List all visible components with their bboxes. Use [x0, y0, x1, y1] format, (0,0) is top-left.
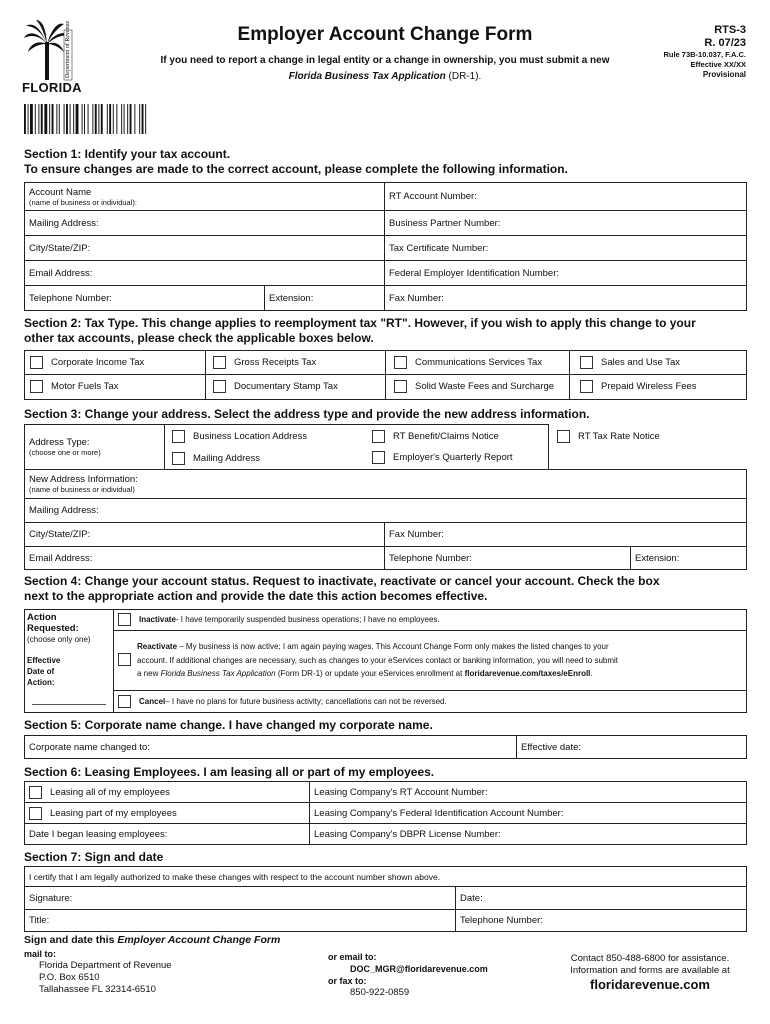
email-link[interactable]: DOC_MGR@floridarevenue.com [350, 964, 488, 974]
checkbox[interactable] [29, 807, 42, 820]
leasing-part-option[interactable]: Leasing part of my employees [24, 802, 310, 824]
section3-heading: Section 3: Change your address. Select the address type and provide the new address information. [24, 407, 590, 421]
subtitle: If you need to report a change in legal entity or a change in ownership, you must submit a new Florida Business Tax Application (DR-1). [160, 55, 610, 82]
checkbox[interactable] [372, 451, 385, 464]
checkbox[interactable] [118, 695, 131, 708]
checkbox[interactable] [580, 356, 593, 369]
leasing-rt-field[interactable]: Leasing Company's RT Account Number: [309, 781, 747, 803]
checkbox[interactable] [213, 356, 226, 369]
corp-name-field[interactable]: Corporate name changed to: [24, 735, 517, 759]
new-extension-field[interactable]: Extension: [630, 546, 747, 570]
checkbox[interactable] [394, 380, 407, 393]
signature-field[interactable]: Signature: [24, 886, 456, 910]
address-type-label: Address Type: (choose one or more) [24, 424, 165, 470]
cancel-option[interactable]: Cancel – I have no plans for future business activity; cancellations can not be reversed. [118, 695, 447, 708]
title-field[interactable]: Title: [24, 909, 456, 932]
svg-text:Department of Revenue: Department of Revenue [65, 20, 71, 78]
section1-heading: Section 1: Identify your tax account. To ensure changes are made to the correct account, please complete the following information. [24, 147, 568, 176]
account-name-field[interactable]: Account Name (name of business or individual): [24, 182, 385, 211]
certify-statement: I certify that I am legally authorized to make these changes with respect to the account number shown above. [24, 866, 747, 887]
checkbox[interactable] [30, 356, 43, 369]
sign-date-field[interactable]: Date: [455, 886, 747, 910]
section7-heading: Section 7: Sign and date [24, 850, 164, 864]
reactivate-checkbox[interactable] [118, 653, 131, 666]
section5-heading: Section 5: Corporate name change. I have changed my corporate name. [24, 718, 433, 732]
phone-field[interactable]: Telephone Number: [24, 285, 265, 311]
new-city-field[interactable]: City/State/ZIP: [24, 522, 385, 547]
mailing-address-field[interactable]: Mailing Address: [24, 210, 385, 236]
tax-option-corporate[interactable]: Corporate Income Tax [30, 356, 144, 369]
leasing-all-option[interactable]: Leasing all of my employees [24, 781, 310, 803]
new-email-field[interactable]: Email Address: [24, 546, 385, 570]
section4-heading: Section 4: Change your account status. Request to inactivate, reactivate or cancel your account. Check the box next to the appropriate action and provide the date this action becomes effective. [24, 574, 660, 603]
action-label: Action Requested: (choose only one) Effective Date of Action: [27, 612, 91, 687]
addr-opt-quarterly[interactable]: Employer's Quarterly Report [372, 451, 513, 464]
barcode [24, 104, 214, 134]
checkbox[interactable] [213, 380, 226, 393]
addr-opt-mailing[interactable]: Mailing Address [172, 452, 260, 465]
website-link[interactable]: floridarevenue.com [590, 977, 710, 992]
tax-option-sales[interactable]: Sales and Use Tax [580, 356, 680, 369]
tax-option-doc-stamp[interactable]: Documentary Stamp Tax [213, 380, 338, 393]
bp-number-field[interactable]: Business Partner Number: [384, 210, 747, 236]
tax-option-gross-receipts[interactable]: Gross Receipts Tax [213, 356, 316, 369]
new-mailing-field[interactable]: Mailing Address: [24, 498, 747, 523]
email-field[interactable]: Email Address: [24, 260, 385, 286]
checkbox[interactable] [580, 380, 593, 393]
logo-text: FLORIDA [22, 80, 82, 95]
sign-phone-field[interactable]: Telephone Number: [455, 909, 747, 932]
checkbox[interactable] [30, 380, 43, 393]
checkbox[interactable] [29, 786, 42, 799]
corp-effective-date-field[interactable]: Effective date: [516, 735, 747, 759]
tax-option-communications[interactable]: Communications Services Tax [394, 356, 542, 369]
rt-account-field[interactable]: RT Account Number: [384, 182, 747, 211]
eenroll-link[interactable]: floridarevenue.com/taxes/eEnroll [464, 669, 591, 678]
page-title: Employer Account Change Form [237, 24, 533, 45]
new-phone-field[interactable]: Telephone Number: [384, 546, 631, 570]
checkbox[interactable] [118, 613, 131, 626]
section6-heading: Section 6: Leasing Employees. I am leasing all or part of my employees. [24, 765, 435, 779]
leasing-date-field[interactable]: Date I began leasing employees: [24, 823, 310, 845]
addr-opt-business[interactable]: Business Location Address [172, 430, 307, 443]
checkbox[interactable] [172, 452, 185, 465]
checkbox[interactable] [394, 356, 407, 369]
fein-field[interactable]: Federal Employer Identification Number: [384, 260, 747, 286]
addr-opt-rate-notice[interactable]: RT Tax Rate Notice [557, 430, 660, 443]
new-fax-field[interactable]: Fax Number: [384, 522, 747, 547]
contact-info: Contact 850-488-6800 for assistance. Information and forms are available at floridarevenue.com [550, 953, 750, 991]
checkbox[interactable] [372, 430, 385, 443]
addr-opt-rt-benefit[interactable]: RT Benefit/Claims Notice [372, 430, 499, 443]
new-address-info-field[interactable]: New Address Information: (name of business or individual) [24, 469, 747, 499]
tax-option-motor-fuels[interactable]: Motor Fuels Tax [30, 380, 118, 393]
tax-option-prepaid-wireless[interactable]: Prepaid Wireless Fees [580, 380, 697, 393]
form-id-block: RTS-3 R. 07/23 Rule 73B-10.037, F.A.C. Effective XX/XX Provisional [663, 24, 746, 79]
leasing-dbpr-field[interactable]: Leasing Company's DBPR License Number: [309, 823, 747, 845]
sign-instruction: Sign and date this Employer Account Change Form [24, 934, 281, 946]
effective-date-line[interactable] [32, 704, 106, 705]
fax-field[interactable]: Fax Number: [384, 285, 747, 311]
email-fax-info: or email to: DOC_MGR@floridarevenue.com or fax to: 850-922-0859 [328, 952, 488, 998]
extension-field[interactable]: Extension: [264, 285, 385, 311]
tax-cert-field[interactable]: Tax Certificate Number: [384, 235, 747, 261]
checkbox[interactable] [172, 430, 185, 443]
tax-option-solid-waste[interactable]: Solid Waste Fees and Surcharge [394, 380, 554, 393]
inactivate-option[interactable]: Inactivate - I have temporarily suspended business operations; I have no employees. [118, 613, 440, 626]
section2-heading: Section 2: Tax Type. This change applies to reemployment tax "RT". However, if you wish to apply this change to your other tax accounts, please check the applicable boxes below. [24, 316, 696, 345]
mail-address: mail to: Florida Department of Revenue P.O. Box 6510 Tallahassee FL 32314-6510 [24, 949, 172, 995]
reactivate-option: Reactivate – My business is now active; I am again paying wages. This Account Change Form only makes the listed changes to your account. If additional changes are necessary, such as changes to your eServices contact or banking information, you will need to submit a new Florida Business Tax Application (Form DR-1) or update your eServices enrollment at floridarevenue.com/taxes/eEnroll. [137, 642, 619, 678]
city-field[interactable]: City/State/ZIP: [24, 235, 385, 261]
checkbox[interactable] [557, 430, 570, 443]
leasing-fein-field[interactable]: Leasing Company's Federal Identification Account Number: [309, 802, 747, 824]
